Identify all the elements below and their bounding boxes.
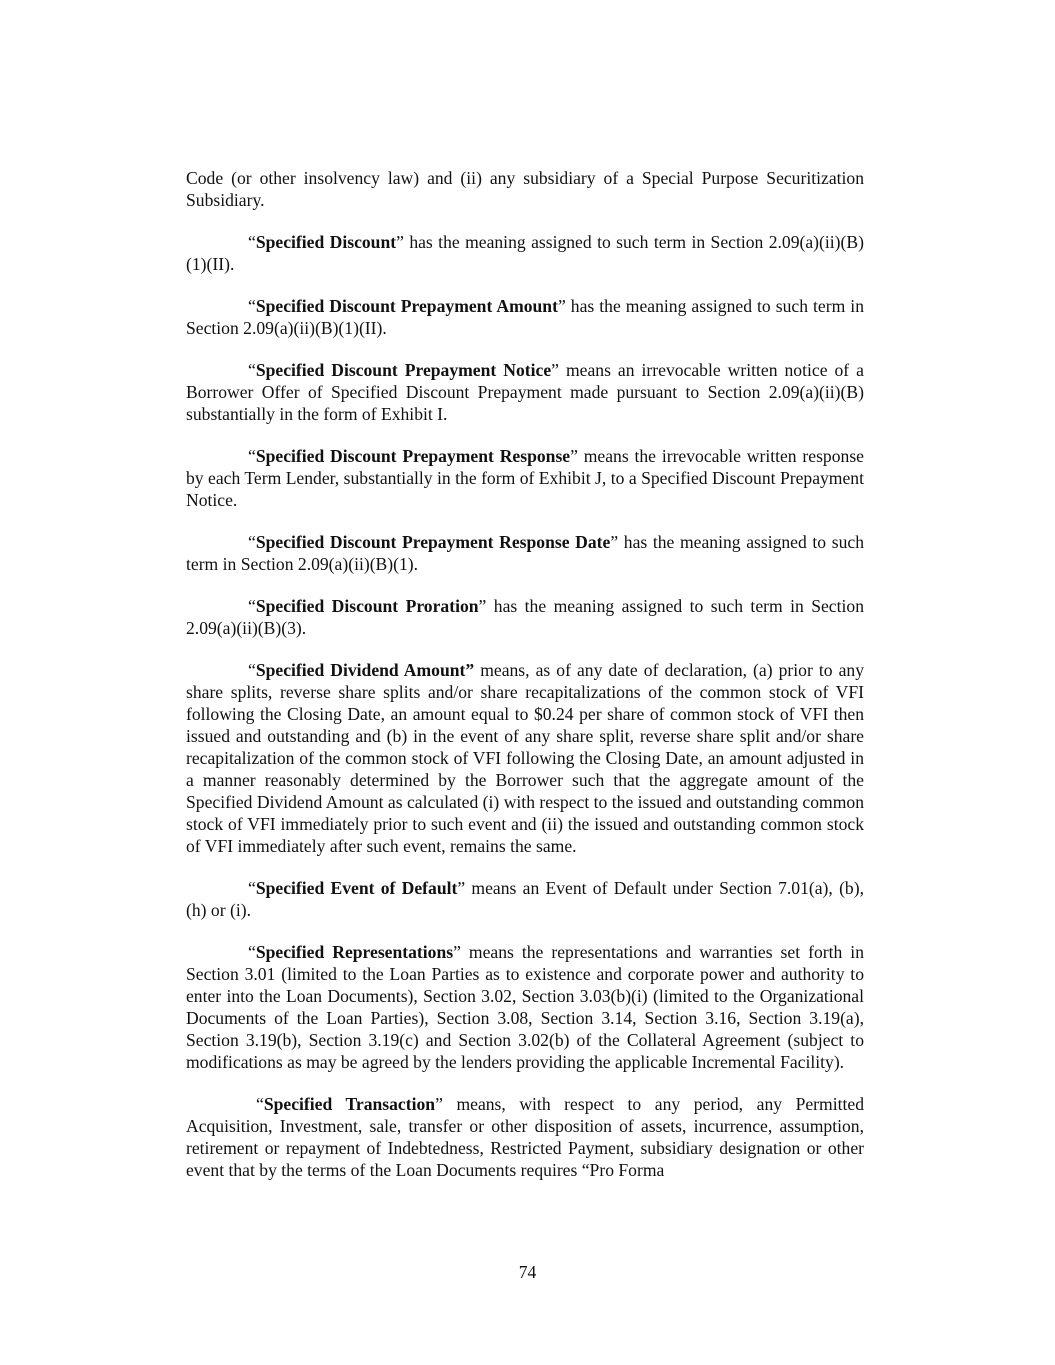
defined-term: Specified Discount Prepayment Response [255,446,571,466]
close-quote: ” [478,596,487,616]
defined-term: Specified Discount [255,232,397,252]
defined-term: Specified Event of Default [255,878,458,898]
definition-text: has the meaning assigned to such term in Section 2.09(a)(ii)(B)(1). [186,532,864,574]
definition-specified-representations [186,941,864,1073]
definition-specified-transaction [186,1093,864,1181]
definition-specified-discount-prepayment-response [186,445,864,511]
open-quote: “ [248,232,256,252]
definition-specified-discount-prepayment-amount [186,295,864,339]
defined-term: Specified Discount Prepayment Response Date [255,532,611,552]
close-quote: ” [557,296,566,316]
open-quote: “ [248,532,256,552]
close-quote: ” [457,878,466,898]
definition-text: means an Event of Default under Section 7.01(a), (b), (h) or (i). [186,878,864,920]
defined-term: Specified Discount Prepayment Amount [255,296,558,316]
defined-term: Specified Representations [255,942,454,962]
definition-specified-discount-prepayment-response-date [186,531,864,575]
close-quote: ” [610,532,619,552]
defined-term: Specified Transaction [263,1094,436,1114]
definition-text: has the meaning assigned to such term in Section 2.09(a)(ii)(B)(1)(II). [186,296,864,338]
definition-text: means, with respect to any period, any Permitted Acquisition, Investment, sale, transfer or other disposition of assets, incurrence, assumption, retirement or repayment of Indebtedness, Restricted Payment, subsidiary designation or other event that by the terms of the Loan Documents requires “Pro Forma [186,1094,864,1180]
paragraph-continuation [186,167,864,211]
definition-text: has the meaning assigned to such term in Section 2.09(a)(ii)(B)(3). [186,596,864,638]
open-quote: “ [248,942,256,962]
document-body [186,167,864,1181]
open-quote: “ [248,360,256,380]
defined-term: Specified Discount Proration [255,596,479,616]
close-quote: ” [396,232,404,252]
close-quote: ” [570,446,578,466]
definition-text: means, as of any date of declaration, (a) prior to any share splits, reverse share splits and/or share recapitalizations of the common stock of VFI following the Closing Date, an amount equal to $0.24 per share of common stock of VFI then issued and outstanding and (b) in the event of any share split, reverse share split and/or share recapitalization of the common stock of VFI following the Closing Date, an amount adjusted in a manner reasonably determined by the Borrower such that the aggregate amount of the Specified Dividend Amount as calculated (i) with respect to the issued and outstanding common stock of VFI immediately prior to such event and (ii) the issued and outstanding common stock of VFI immediately after such event, remains the same. [186,660,864,856]
defined-term: Specified Discount Prepayment Notice [255,360,552,380]
open-quote: “ [248,660,256,680]
open-quote: “ [248,878,256,898]
close-quote: ” [551,360,559,380]
definition-specified-dividend-amount [186,659,864,857]
definition-text: means the irrevocable written response by each Term Lender, substantially in the form of Exhibit J, to a Specified Discount Prepayment Notice. [186,446,864,510]
close-quote: ” [435,1094,443,1114]
definition-specified-event-of-default [186,877,864,921]
definition-specified-discount-prepayment-notice [186,359,864,425]
open-quote: “ [248,446,256,466]
definition-specified-discount-proration [186,595,864,639]
open-quote: “ [248,596,256,616]
page-number: 74 [518,1262,537,1282]
paragraph-text: Code (or other insolvency law) and (ii) any subsidiary of a Special Purpose Securitization Subsidiary. [186,168,864,210]
open-quote: “ [256,1094,264,1114]
open-quote: “ [248,296,256,316]
defined-term: Specified Dividend Amount” [255,660,475,680]
definition-text: means an irrevocable written notice of a Borrower Offer of Specified Discount Prepayment made pursuant to Section 2.09(a)(ii)(B) substantially in the form of Exhibit I. [186,360,864,424]
definition-text: has the meaning assigned to such term in Section 2.09(a)(ii)(B)(1)(II). [186,232,864,274]
close-quote: ” [453,942,461,962]
definition-specified-discount [186,231,864,275]
definition-text: means the representations and warranties set forth in Section 3.01 (limited to the Loan Parties as to existence and corporate power and authority to enter into the Loan Documents), Section 3.02, Section 3.03(b)(i) (limited to the Organizational Documents of the Loan Parties), Section 3.08, Section 3.14, Section 3.16, Section 3.19(a), Section 3.19(b), Section 3.19(c) and Section 3.02(b) of the Collateral Agreement (subject to modifications as may be agreed by the lenders providing the applicable Incremental Facility). [186,942,864,1072]
